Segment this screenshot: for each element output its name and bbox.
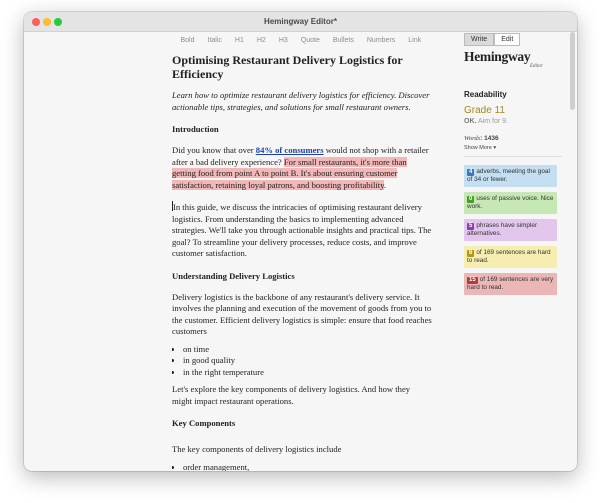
adverbs-card[interactable]	[464, 165, 557, 187]
hard-to-read-card[interactable]	[464, 246, 557, 268]
minimize-window-button[interactable]	[43, 18, 51, 26]
show-more-button[interactable]	[464, 145, 496, 151]
passive-text: uses of passive voice. Nice work.	[467, 195, 554, 210]
phrases-count-badge: 5	[469, 223, 473, 229]
sidebar-divider	[464, 156, 562, 157]
show-more-label: Show More	[464, 145, 492, 151]
section-heading[interactable]: Understanding Delivery Logistics	[172, 270, 295, 281]
sidebar	[464, 32, 570, 471]
intro-heading[interactable]: Introduction	[172, 124, 219, 134]
bold-button[interactable]: Bold	[180, 37, 195, 44]
intro-text-end: .	[383, 179, 387, 190]
link-button[interactable]: Link	[408, 37, 422, 44]
italic-button[interactable]: Italic	[207, 37, 222, 44]
zoom-window-button[interactable]	[54, 18, 62, 26]
editor-window	[24, 12, 577, 471]
title-bar	[24, 12, 577, 32]
numbers-button[interactable]: Numbers	[366, 37, 396, 44]
h2-button[interactable]: H2	[256, 37, 266, 44]
quote-button[interactable]: Quote	[300, 37, 320, 44]
edit-mode-button[interactable]: Edit	[494, 33, 520, 46]
word-count	[464, 135, 499, 142]
text-editor[interactable]	[172, 50, 432, 471]
list-item[interactable]: • on time	[183, 344, 432, 356]
grade-status: OK.	[464, 118, 477, 125]
logo-subtitle: Editor	[530, 64, 543, 69]
h3-button[interactable]: H3	[278, 37, 288, 44]
write-mode-button[interactable]: Write	[464, 33, 494, 46]
passive-count-badge: 0	[469, 196, 473, 202]
intro-text-middle: would not shop with a retailer after a bad delivery experience?	[172, 145, 429, 167]
very-hard-count-badge: 15	[469, 277, 476, 283]
list-item[interactable]: • in the right temperature	[183, 367, 432, 379]
components-bullet-list	[172, 462, 432, 472]
passive-voice-card[interactable]	[464, 192, 557, 214]
section-bullet-list	[172, 344, 432, 379]
document-title[interactable]: Optimising Restaurant Delivery Logistics for Efficiency	[172, 53, 403, 81]
close-window-button[interactable]	[32, 18, 40, 26]
hemingway-logo	[464, 49, 543, 69]
very-hard-to-read-card[interactable]	[464, 273, 557, 295]
bullets-button[interactable]: Bullets	[332, 37, 354, 44]
phrases-text: phrases have simpler alternatives.	[467, 222, 538, 237]
intro-paragraph-2-text: In this guide, we discuss the intricacies of optimising restaurant delivery logistics. From understanding the basics to implementing advanced strategies. We'll take you through actionable insights and practical tips. The goal? To streamline your delivery processes, reduce costs, and improve customer satisfaction.	[172, 202, 432, 258]
format-toolbar	[174, 34, 428, 48]
very-hard-sentence-highlight: For small restaurants, it's more than getting food from point A to point B. It's about ensuring customer satisfaction, retaining loyal patrons, and boosting profitability	[172, 156, 407, 190]
intro-paragraph-1[interactable]	[172, 145, 432, 191]
caret-down-icon: ▾	[493, 145, 497, 151]
very-hard-text: of 169 sentences are very hard to read.	[467, 276, 554, 291]
components-heading[interactable]: Key Components	[172, 418, 236, 428]
list-item[interactable]: • order management,	[183, 462, 432, 472]
h1-button[interactable]: H1	[234, 37, 244, 44]
consumers-link[interactable]: 84% of consumers	[255, 145, 324, 155]
hard-count-badge: 6	[469, 250, 473, 256]
window-title: Hemingway Editor*	[264, 17, 337, 26]
intro-paragraph-2[interactable]	[172, 201, 432, 260]
adverbs-text: adverbs, meeting the goal of 34 or fewer.	[467, 168, 550, 183]
sidebar-scrollbar[interactable]	[570, 32, 575, 110]
lead-paragraph[interactable]: Learn how to optimize restaurant delivery logistics for efficiency. Discover actionable tips, strategies, and solutions for small restaurant owners.	[172, 90, 430, 112]
words-value: : 1436	[480, 135, 499, 142]
hard-text: of 169 sentences are hard to read.	[467, 249, 551, 264]
words-label: Words	[464, 135, 481, 142]
mode-toggle	[464, 33, 520, 46]
components-paragraph[interactable]: The key components of delivery logistics include	[172, 444, 342, 454]
logo-text: Hemingway	[464, 49, 531, 64]
list-item[interactable]: • in good quality	[183, 355, 432, 367]
grade-note	[464, 118, 508, 125]
intro-text-start: Did you know that over	[172, 145, 256, 155]
grade-aim: Aim for 9.	[476, 118, 508, 125]
adverbs-count-badge: 4	[469, 169, 473, 175]
section-paragraph-2[interactable]: Let's explore the key components of delivery logistics. And how they might impact restaurant operations.	[172, 384, 411, 406]
grade-level: Grade 11	[464, 105, 505, 116]
simpler-alternatives-card[interactable]	[464, 219, 557, 241]
section-paragraph-1[interactable]: Delivery logistics is the backbone of any restaurant's delivery service. It involves the planning and execution of the movement of goods from you to the customer. Efficient delivery logistics is simple: ensure that food reaches customers	[172, 291, 432, 336]
readability-label: Readability	[464, 90, 507, 99]
